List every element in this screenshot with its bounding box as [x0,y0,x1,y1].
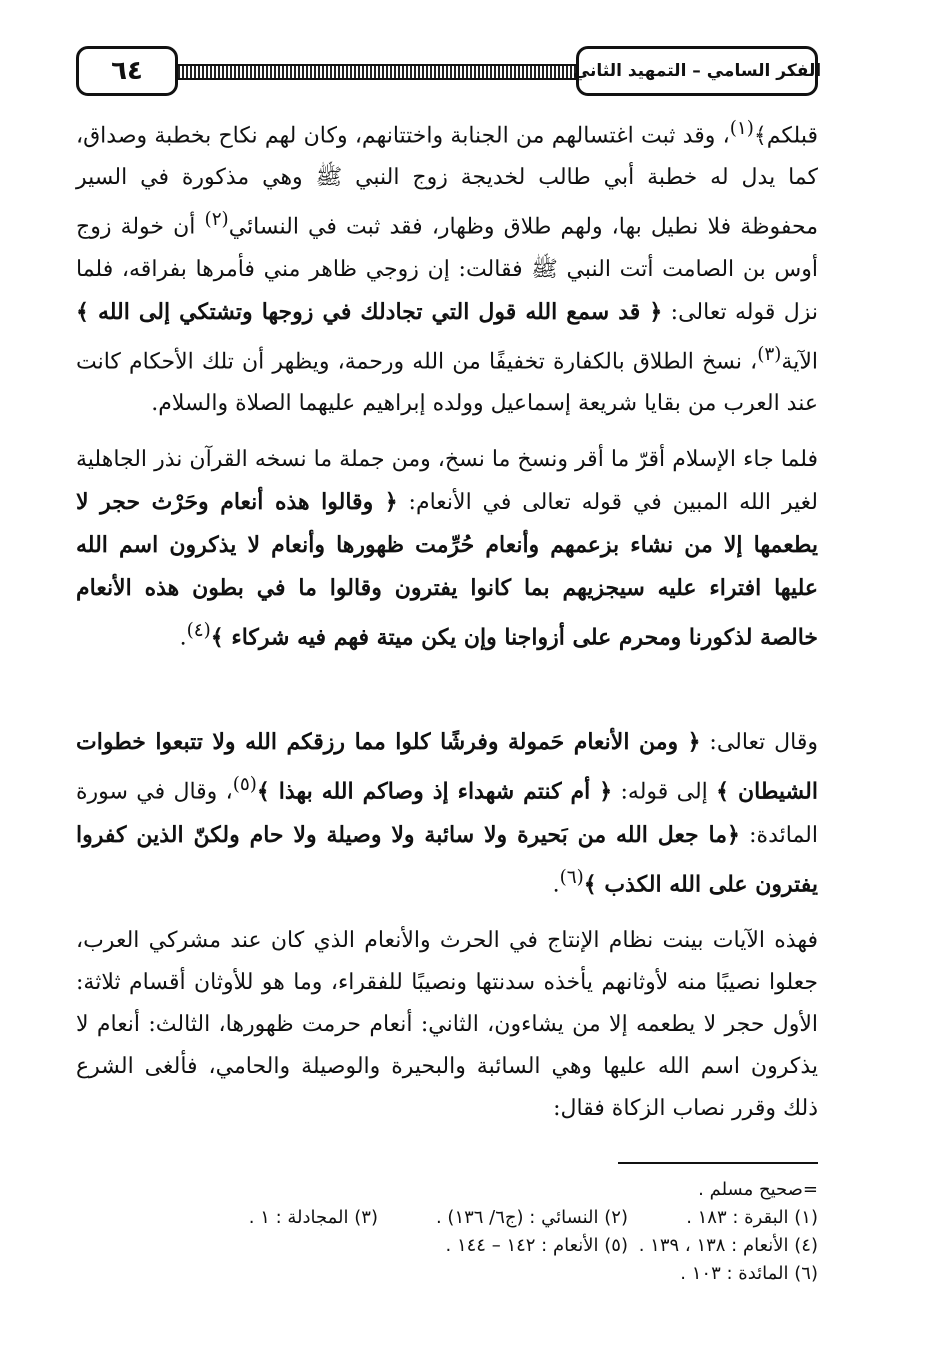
text-run: ، نسخ الطلاق بالكفارة تخفيفًا من الله ورحمة، ويظهر أن تلك الأحكام كانت عند العرب من بقايا شريعة إسماعيل وولده إبراهيم عليهما الصلاة والسلام. [76,348,818,416]
footnote-3: (٣) المجادلة : ١ . [248,1207,378,1228]
paragraph-3 [76,721,818,906]
footnote-1: (١) البقرة : ١٨٣ . [686,1207,818,1228]
text-run: قبلكم﴾ [753,123,818,149]
footnote-continuation-text: =صحيح مسلم . [698,1179,818,1200]
text-run: وقال تعالى: [700,730,818,756]
body-text [76,108,818,1130]
footnote-2: (٢) النسائي : (ج٦/ ١٣٦) . [435,1207,628,1228]
text-run: فهذه الآيات بينت نظام الإنتاج في الحرث والأنعام الذي كان عند مشركي العرب، جعلوا نصيبًا منه لأوثانهم يأخذه سدنتها ونصيبًا للفقراء، وما هو للأوثان أقسام ثلاثة: الأول حجر لا يطعمه إلا من يشاءون، الثاني: أنعام حرمت ظهورها، الثالث: أنعام لا يذكرون اسم الله عليها وهي السائبة والبحيرة والوصيلة والحامي، فألغى الشرع ذلك وقرر نصاب الزكاة فقال: [76,927,818,1121]
footnote-ref: (٤) [186,619,211,641]
page-header [76,40,822,98]
running-title: الفكر السامي – التمهيد الثاني [576,46,818,96]
page-number: ٦٤ [76,46,178,96]
quran-verse: ﴿ما جعل الله من بَحيرة ولا سائبة ولا وصيلة ولا حام ولكنّ الذين كفروا يفترون على الله الكذب ﴾ [76,821,818,897]
text-run: إلى قوله: [612,779,717,805]
paragraph-1 [76,108,818,425]
text-run: . [552,871,560,897]
footnote-row [76,1204,818,1232]
quran-verse: ﴿ قد سمع الله قول التي تجادلك في زوجها وتشتكي إلى الله ﴾ [76,298,663,325]
footnote-separator [618,1162,818,1164]
footnote-4: (٤) الأنعام : ١٣٨ ، ١٣٩ . [638,1235,818,1256]
text-run: أن خولة زوج أوس بن الصامت أتت النبي ﷺ فقالت: إن زوجي ظاهر مني فأمرها بفراقه، فلما نزل قوله تعالى: [76,214,818,325]
footnote-6: (٦) المائدة : ١٠٣ . [680,1263,818,1284]
footnote-continuation [76,1176,818,1204]
footnote-ref: (٦) [559,866,584,888]
text-run: الآية [781,348,818,374]
text-run: ، وقد ثبت اغتسالهم من الجنابة واختتانهم، وكان لهم نكاح بخطبة وصداق، كما يدل له خطبة أبي طالب لخديجة زوج النبي ﷺ وهي مذكورة في السير محفوظة فلا نطيل بها، ولهم طلاق وظهار، فقد ثبت في النسائي [76,123,818,240]
footnote-5: (٥) الأنعام : ١٤٢ – ١٤٤ . [445,1235,628,1256]
quran-verse: ﴿ ومن الأنعام حَمولة وفرشًا كلوا مما رزقكم الله ولا تتبعوا خطوات الشيطان ﴾ [76,729,818,805]
quran-verse: ﴿ أم كنتم شهداء إذ وصاكم الله بهذا ﴾ [256,778,613,805]
paragraph-2 [76,439,818,659]
footnotes [76,1176,818,1288]
footnote-ref: (٣) [757,343,782,365]
footnote-ref: (٥) [232,774,257,796]
quran-verse: ﴿ وقالوا هذه أنعام وحَرْث حجر لا يطعمها إلا من نشاء بزعمهم وأنعام حُرِّمت ظهورها وأنعام لا يذكرون اسم الله عليها افتراء عليه سيجزيهم بما كانوا يفترون وقالوا ما في بطون هذه الأنعام خالصة لذكورنا ومحرم على أزواجنا وإن يكن ميتة فهم فيه شركاء ﴾ [76,488,818,651]
footnote-ref: (١) [729,118,754,139]
text-run: . [179,625,187,651]
footnote-row [76,1232,818,1260]
text-run: فلما جاء الإسلام أقرّ ما أقر ونسخ ما نسخ، ومن جملة ما نسخه القرآن نذر الجاهلية لغير الله المبين في قوله تعالى في الأنعام: [76,446,818,515]
text-run: ، وقال في سورة المائدة: [76,779,818,848]
paragraph-4 [76,920,818,1130]
header-hatch-rule [126,64,588,80]
footnote-row [76,1260,818,1288]
footnote-ref: (٢) [204,209,229,231]
